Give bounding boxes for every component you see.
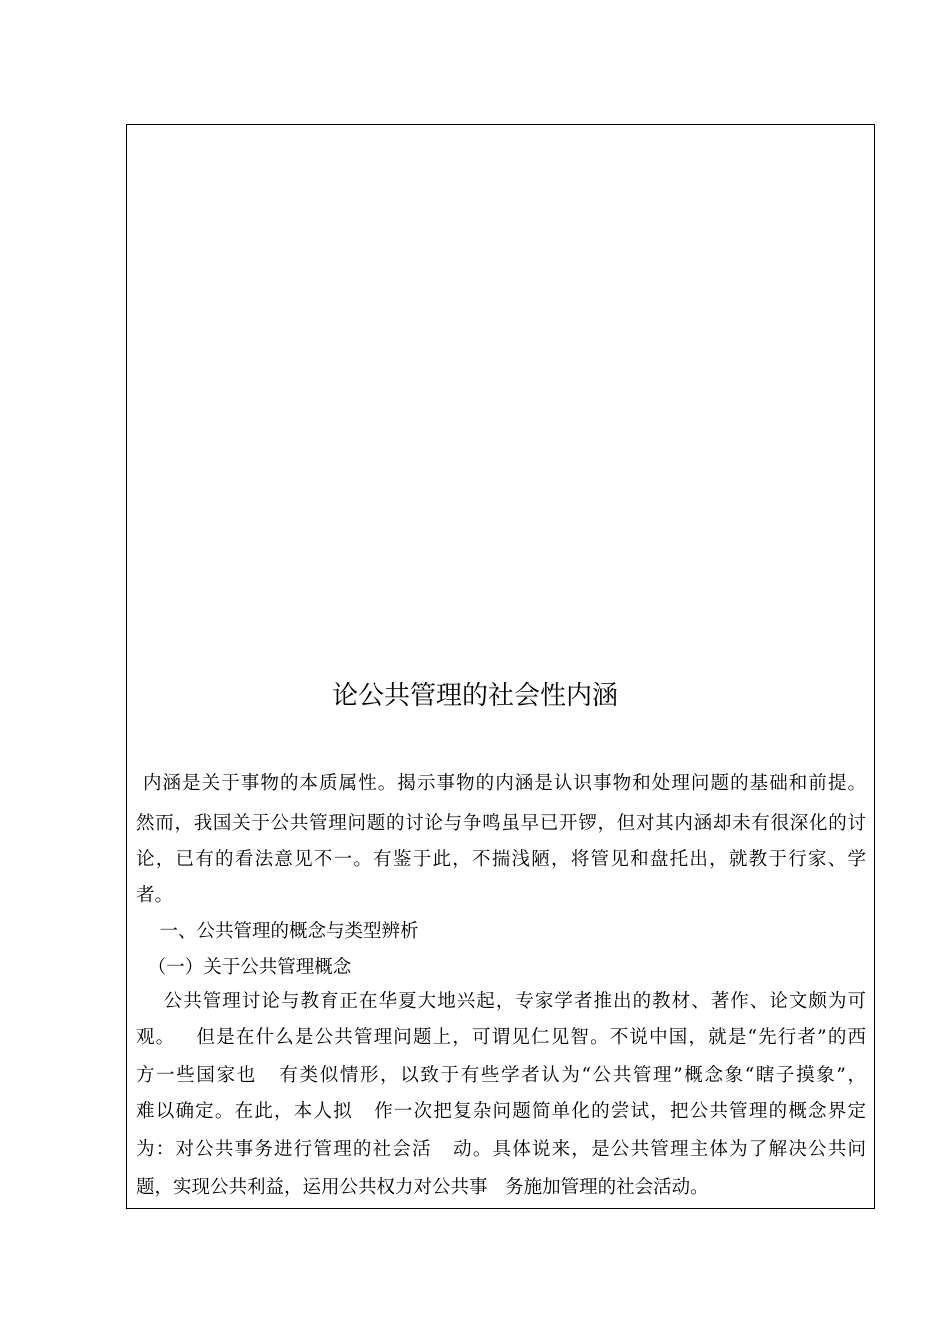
paragraph-line-6: 观。 但是在什么是公共管理问题上，可谓见仁见智。不说中国，就是“先行者”的西 — [136, 1027, 866, 1048]
paragraph-line-8: 难以确定。在此，本人拟 作一次把复杂问题简单化的尝试，把公共管理的概念界定 — [136, 1101, 866, 1122]
paragraph-line-2: 然而，我国关于公共管理问题的讨论与争鸣虽早已开锣，但对其内涵却未有很深化的讨 — [136, 813, 866, 834]
paragraph-line-7: 方一些国家也 有类似情形，以致于有些学者认为“公共管理”概念象“瞎子摸象”， — [136, 1065, 866, 1086]
paragraph-line-1: 内涵是关于事物的本质属性。揭示事物的内涵是认识事物和处理问题的基础和前提。 — [136, 773, 866, 794]
section-heading-1: 一、公共管理的概念与类型辨析 — [136, 921, 419, 942]
paragraph-line-3: 论，已有的看法意见不一。有鉴于此，不揣浅陋，将管见和盘托出，就教于行家、学 — [136, 849, 866, 870]
paragraph-line-5: 公共管理讨论与教育正在华夏大地兴起，专家学者推出的教材、著作、论文颇为可 — [136, 991, 866, 1012]
paragraph-line-10: 题，实现公共利益，运用公共权力对公共事 务施加管理的社会活动。 — [136, 1177, 709, 1198]
paragraph-line-4: 者。 — [136, 885, 174, 906]
subsection-heading-1: （一）关于公共管理概念 — [136, 957, 352, 978]
document-title: 论公共管理的社会性内涵 — [331, 681, 618, 711]
paragraph-line-9: 为：对公共事务进行管理的社会活 动。具体说来，是公共管理主体为了解决公共问 — [136, 1139, 866, 1160]
